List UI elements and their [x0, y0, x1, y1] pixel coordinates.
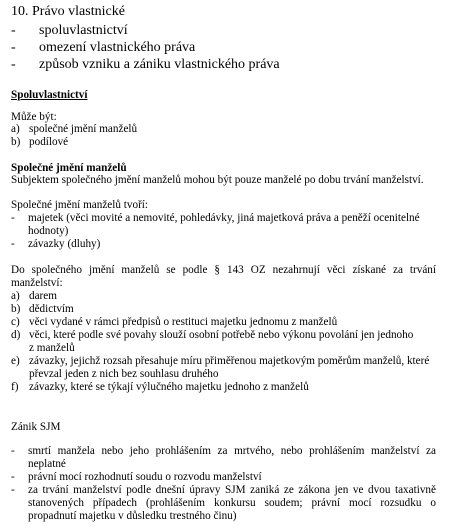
list-item: b) dědictvím: [11, 303, 74, 315]
dash-bullet-icon: -: [11, 57, 16, 72]
list-item-continuation: z manželů: [29, 342, 75, 354]
sjm-exclusion-intro: Do společného jmění manželů se podle § 143 OZ nezahrnují věci získané za trvání: [11, 264, 436, 276]
heading-item: - spoluvlastnictví: [11, 23, 128, 38]
list-item: a) darem: [11, 290, 57, 302]
list-item: za trvání manželství podle dnešní úpravy SJM zaniká ze zákona jen ve dvou taxativně: [28, 484, 436, 496]
dash-bullet-icon: -: [11, 238, 15, 250]
list-item-continuation: stanovených případech (prohlášením konkursu soudem; právní mocí rozsudku o: [28, 497, 436, 509]
list-item-continuation: propadnutí majetku v důsledku trestného činu): [28, 510, 237, 522]
dash-bullet-icon: -: [11, 212, 15, 224]
list-item: d) věci, které podle své povahy slouží osobní potřebě nebo výkonu povolání jen jednoho: [11, 329, 414, 341]
spoluvlastnictvi-title: Spoluvlastnictví: [11, 89, 88, 101]
list-item: e) závazky, jejichž rozsah přesahuje míru přiměřenou majetkovým poměrům manželů, které: [11, 355, 430, 367]
list-item-continuation: neplatné: [28, 458, 66, 470]
list-item: - majetek (věci movité a nemovité, pohledávky, jiná majetková práva a peněží ocenitelné: [11, 212, 420, 224]
list-item-continuation: převzal jeden z nich bez souhlasu druhého: [29, 368, 219, 380]
list-item: právní mocí rozhodnutí soudu o rozvodu manželství: [28, 471, 262, 483]
sjm-tvori-intro: Společné jmění manželů tvoří:: [11, 199, 149, 211]
heading-item: - omezení vlastnického práva: [11, 40, 196, 55]
list-item: smrtí manžela nebo jeho prohlášením za mrtvého, nebo prohlášením manželství za: [28, 445, 436, 457]
section-heading: [11, 4, 125, 20]
dash-bullet-icon: -: [11, 40, 16, 55]
dash-bullet-icon: -: [11, 445, 15, 457]
list-item: a) společné jmění manželů: [11, 123, 138, 135]
dash-bullet-icon: -: [11, 484, 15, 496]
list-item: c) věci vydané v rámci předpisů o restituci majetku jednomu z manželů: [11, 316, 338, 328]
list-item: f) závazky, které se týkají výlučného majetku jednoho z manželů: [11, 381, 309, 393]
sjm-subject-line: Subjektem společného jmění manželů mohou být pouze manželé po dobu trvání manželství.: [11, 174, 424, 186]
section-title: 10. Právo vlastnické: [11, 4, 125, 19]
dash-bullet-icon: -: [11, 471, 15, 483]
list-item-continuation: hodnoty): [28, 225, 69, 237]
zanik-title: Zánik SJM: [11, 421, 61, 433]
sjm-title: Společné jmění manželů: [11, 162, 127, 174]
heading-item: - způsob vzniku a zániku vlastnického práva: [11, 57, 280, 72]
list-item: b) podílové: [11, 136, 69, 148]
dash-bullet-icon: -: [11, 23, 16, 38]
sjm-exclusion-intro-cont: manželství:: [11, 277, 63, 289]
spoluvlastnictvi-intro: Může být:: [11, 111, 57, 123]
list-item: - závazky (dluhy): [11, 238, 101, 250]
